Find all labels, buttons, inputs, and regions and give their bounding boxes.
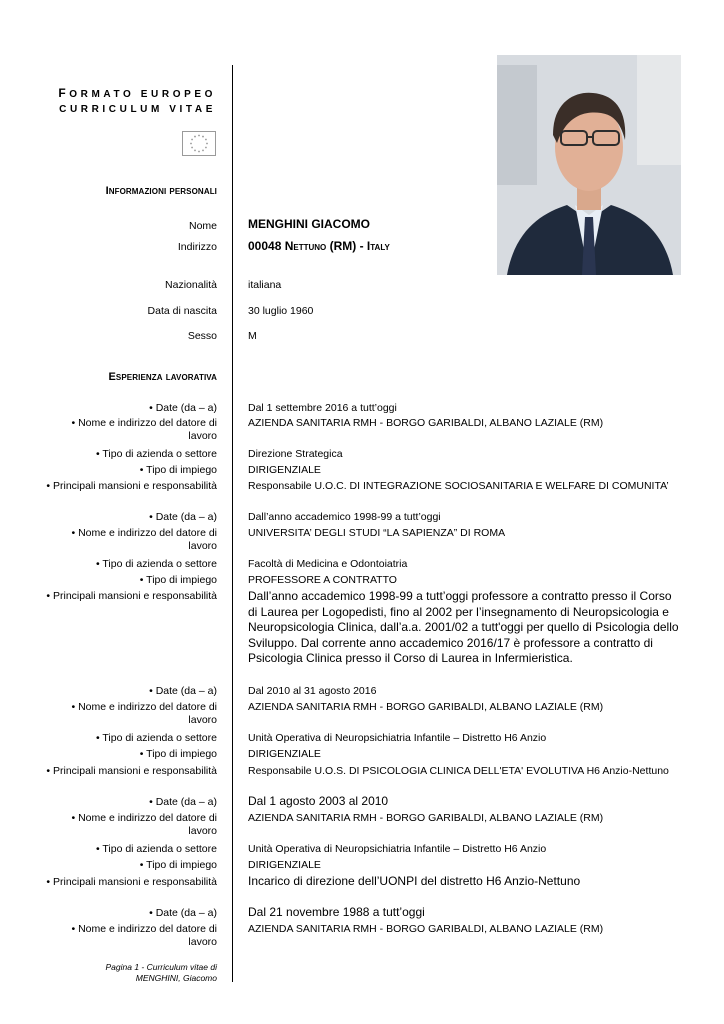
nationality-label: Nazionalità <box>165 279 217 291</box>
entry2-employer: UNIVERSITA’ DEGLI STUDI “LA SAPIENZA” DI ROMA <box>248 527 506 539</box>
page-footer <box>106 962 218 984</box>
eu-star-icon <box>205 147 207 149</box>
cv-title-rest: ORMATO EUROPEO <box>69 89 216 100</box>
entry2-duties-label: • Principali mansioni e responsabilità <box>46 590 217 602</box>
entry5-employer-label: • Nome e indirizzo del datore di lavoro <box>71 923 217 948</box>
entry4-sector: Unità Operativa di Neuropsichiatria Infantile – Distretto H6 Anzio <box>248 843 547 855</box>
eu-star-icon <box>202 150 204 152</box>
cv-title-line2: CURRICULUM VITAE <box>59 104 216 115</box>
name-label: Nome <box>188 220 217 232</box>
eu-flag-icon <box>182 131 216 156</box>
nationality-value: italiana <box>248 279 282 291</box>
entry1-employer: AZIENDA SANITARIA RMH - BORGO GARIBALDI, ALBANO LAZIALE (RM) <box>248 417 604 429</box>
entry4-sector-label: • Tipo di azienda o settore <box>95 843 217 855</box>
entry3-duties-label: • Principali mansioni e responsabilità <box>46 765 217 777</box>
entry3-employer: AZIENDA SANITARIA RMH - BORGO GARIBALDI, ALBANO LAZIALE (RM) <box>248 701 604 713</box>
entry2-date-label: • Date (da – a) <box>149 511 217 523</box>
entry4-employer: AZIENDA SANITARIA RMH - BORGO GARIBALDI, ALBANO LAZIALE (RM) <box>248 812 604 824</box>
entry4-date: Dal 1 agosto 2003 al 2010 <box>248 794 389 808</box>
eu-star-icon <box>191 147 193 149</box>
entry2-duties: Dall’anno accademico 1998-99 a tutt’oggi professore a contratto presso il Corso di Laurea per Logopedisti, fino al 2002 per l’insegnamento di Neuropsicologia e Neuropsicologia Clinica, dall’a.a. 2001/02 a tutt'oggi per quello di Psicologia dello Sviluppo. Dal corrente anno accademico 2016/17 è professore a contratto di Psicologia Clinica presso il Corso di Laurea in Infermieristica. <box>248 589 679 665</box>
entry4-duties-label: • Principali mansioni e responsabilità <box>46 876 217 888</box>
entry1-date-label: • Date (da – a) <box>149 402 217 414</box>
eu-star-icon <box>198 135 200 137</box>
entry4-jobtype: DIRIGENZIALE <box>248 859 321 871</box>
eu-star-icon <box>191 139 193 141</box>
entry3-sector: Unità Operativa di Neuropsichiatria Infantile – Distretto H6 Anzio <box>248 732 547 744</box>
entry1-sector: Direzione Strategica <box>248 448 343 460</box>
entry3-date-label: • Date (da – a) <box>149 685 217 697</box>
entry5-employer: AZIENDA SANITARIA RMH - BORGO GARIBALDI, ALBANO LAZIALE (RM) <box>248 923 604 935</box>
entry3-duties: Responsabile U.O.S. DI PSICOLOGIA CLINICA DELL'ETA' EVOLUTIVA H6 Anzio-Nettuno <box>248 765 669 777</box>
entry1-duties-label: • Principali mansioni e responsabilità <box>46 480 217 492</box>
entry5-date-label: • Date (da – a) <box>149 907 217 919</box>
eu-star-icon <box>194 136 196 138</box>
entry3-sector-label: • Tipo di azienda o settore <box>95 732 217 744</box>
profile-photo <box>497 55 681 275</box>
cv-title-line1 <box>58 86 216 100</box>
address-label: Indirizzo <box>177 241 217 253</box>
entry1-jobtype-label: • Tipo di impiego <box>139 464 217 476</box>
entry2-sector: Facoltà di Medicina e Odontoiatria <box>248 558 408 570</box>
entry1-sector-label: • Tipo di azienda o settore <box>95 448 217 460</box>
entry2-sector-label: • Tipo di azienda o settore <box>95 558 217 570</box>
footer-line2: MENGHINI, Giacomo <box>135 973 217 983</box>
name-value: MENGHINI GIACOMO <box>248 217 370 231</box>
section-title-personal: Informazioni personali <box>105 185 217 197</box>
entry3-employer-label: • Nome e indirizzo del datore di lavoro <box>71 701 217 726</box>
entry4-jobtype-label: • Tipo di impiego <box>139 859 217 871</box>
entry1-jobtype: DIRIGENZIALE <box>248 464 321 476</box>
section-title-experience: Esperienza lavorativa <box>108 371 217 383</box>
entry1-employer-label: • Nome e indirizzo del datore di lavoro <box>71 417 217 442</box>
entry3-jobtype-label: • Tipo di impiego <box>139 748 217 760</box>
birth-date-label: Data di nascita <box>147 305 217 317</box>
eu-star-icon <box>190 143 192 145</box>
footer-line1: Pagina 1 - Curriculum vitae di <box>105 962 217 972</box>
eu-star-icon <box>194 150 196 152</box>
entry4-date-label: • Date (da – a) <box>149 796 217 808</box>
sex-label: Sesso <box>187 330 217 342</box>
entry3-date: Dal 2010 al 31 agosto 2016 <box>248 685 377 697</box>
entry2-jobtype: PROFESSORE A CONTRATTO <box>248 574 397 586</box>
entry3-jobtype: DIRIGENZIALE <box>248 748 321 760</box>
address-value: 00048 Nettuno (RM) - Italy <box>248 239 390 253</box>
entry1-duties: Responsabile U.O.C. DI INTEGRAZIONE SOCIOSANITARIA E WELFARE DI COMUNITA’ <box>248 480 669 492</box>
entry2-date: Dall’anno accademico 1998-99 a tutt’oggi <box>248 511 441 523</box>
eu-star-icon <box>202 136 204 138</box>
eu-stars-icon <box>183 132 215 155</box>
cv-title-initial: F <box>58 86 70 100</box>
eu-star-icon <box>205 139 207 141</box>
column-divider <box>232 65 233 982</box>
entry4-employer-label: • Nome e indirizzo del datore di lavoro <box>71 812 217 837</box>
entry2-jobtype-label: • Tipo di impiego <box>139 574 217 586</box>
entry4-duties: Incarico di direzione dell’UONPI del distretto H6 Anzio-Nettuno <box>248 874 581 888</box>
sex-value: M <box>248 330 257 342</box>
entry5-date: Dal 21 novembre 1988 a tutt’oggi <box>248 905 425 919</box>
birth-date-value: 30 luglio 1960 <box>248 305 314 317</box>
eu-star-icon <box>198 151 200 153</box>
entry2-employer-label: • Nome e indirizzo del datore di lavoro <box>71 527 217 552</box>
eu-star-icon <box>206 143 208 145</box>
entry1-date: Dal 1 settembre 2016 a tutt’oggi <box>248 402 397 414</box>
